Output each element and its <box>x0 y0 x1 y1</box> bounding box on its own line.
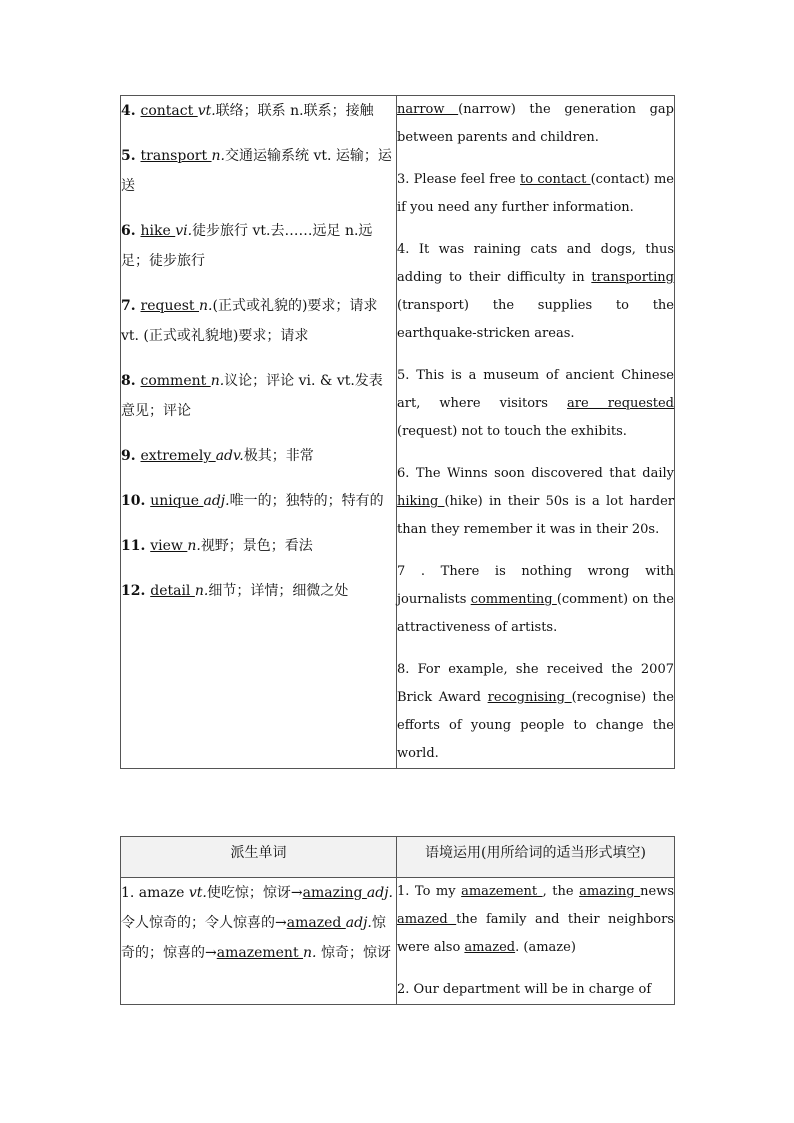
part-of-speech: n. <box>199 298 213 314</box>
vocab-entry <box>121 576 396 606</box>
spacer <box>121 426 396 441</box>
filled-answer: amazing <box>579 884 641 899</box>
sentence-text: , the <box>542 884 580 899</box>
sentence-text: 惊奇；惊讶 <box>316 945 391 961</box>
filled-answer: amazed <box>464 940 516 955</box>
entry-number: 10. <box>121 493 151 509</box>
part-of-speech: vt. <box>188 885 207 901</box>
entry-number: 8. <box>121 373 141 389</box>
answer-word: view <box>150 538 188 554</box>
part-of-speech: adv. <box>215 448 244 464</box>
definition: 视野；景色；看法 <box>200 538 313 554</box>
exercise-list <box>397 96 674 768</box>
spacer <box>397 962 674 976</box>
sentence-text: 2. Our department will be in charge of <box>397 982 652 997</box>
part-of-speech: vt. <box>197 103 216 119</box>
vocabulary-table <box>120 95 675 769</box>
spacer <box>121 351 396 366</box>
part-of-speech: n. <box>187 538 201 554</box>
filled-answer: narrow <box>397 102 459 117</box>
part-of-speech: n. <box>210 373 225 389</box>
definition: 议论；评论 vi. & vt.发表意见；评论 <box>121 373 383 419</box>
entry-number: 12. <box>121 583 151 599</box>
answer-word: unique <box>150 493 204 509</box>
part-of-speech: adj. <box>203 493 230 509</box>
answer-word: contact <box>140 103 198 119</box>
entry-number: 11. <box>121 538 151 554</box>
filled-answer: amazed <box>397 912 457 927</box>
entry-number: 9. <box>121 448 141 464</box>
answer-word: hike <box>140 223 176 239</box>
spacer <box>397 446 674 460</box>
spacer <box>121 471 396 486</box>
spacer <box>121 561 396 576</box>
spacer <box>121 276 396 291</box>
exercise-sentence <box>397 362 674 446</box>
filled-answer: recognising <box>487 690 572 705</box>
sentence-text: 3. Please feel free <box>397 172 521 187</box>
entry-number: 4. <box>121 103 141 119</box>
sentence-text: 8. For example, she received the 2007 Brick Award <box>397 662 674 705</box>
spacer <box>397 152 674 166</box>
spacer <box>397 544 674 558</box>
context-exercise-cell <box>397 878 675 1005</box>
exercise-cell <box>397 96 675 769</box>
sentence-text: (recognise) the efforts of young people to change the world. <box>397 690 674 761</box>
sentence-text: 使吃惊；惊讶→ <box>206 885 303 901</box>
definition: 细节；详情；细微之处 <box>208 583 349 599</box>
filled-answer: to contact <box>520 172 591 187</box>
filled-answer: commenting <box>470 592 557 607</box>
definition: 唯一的；独特的；特有的 <box>229 493 384 509</box>
sentence-text: (request) not to touch the exhibits. <box>397 424 627 439</box>
sentence-text: news <box>640 884 674 899</box>
filled-answer: are requested <box>567 396 675 411</box>
part-of-speech: vi. <box>175 223 193 239</box>
word-list-cell <box>121 96 397 769</box>
vocab-entry <box>121 486 396 516</box>
vocab-entry <box>121 291 396 351</box>
exercise-sentence <box>397 656 674 768</box>
part-of-speech: adj. <box>345 915 372 931</box>
column-header: 语境运用(用所给词的适当形式填空) <box>397 837 675 878</box>
exercise-sentence <box>397 976 674 1004</box>
derivative-list <box>121 878 396 968</box>
sentence-text: 惊奇的；惊喜的→ <box>121 915 386 961</box>
sentence-text: (contact) me if you need any further information. <box>397 172 674 215</box>
filled-answer: hiking <box>397 494 445 509</box>
spacer <box>397 348 674 362</box>
answer-word: extremely <box>140 448 216 464</box>
derivatives-table <box>120 836 675 1005</box>
exercise-sentence <box>397 236 674 348</box>
sentence-text: 令人惊奇的；令人惊喜的→ <box>121 915 287 931</box>
derivative-entry <box>121 878 396 968</box>
table-header-row <box>121 837 675 878</box>
exercise-sentence <box>397 460 674 544</box>
sentence-text: . (amaze) <box>515 940 576 955</box>
definition: 极其；非常 <box>243 448 314 464</box>
sentence-text: 1. amaze <box>121 885 189 901</box>
sentence-text: 5. This is a museum of ancient Chinese art, where visitors <box>397 368 674 411</box>
table-row <box>121 96 675 769</box>
filled-answer: amazement <box>461 884 543 899</box>
sentence-text: 4. It was raining cats and dogs, thus adding to their difficulty in <box>397 242 674 285</box>
filled-answer: amazed <box>286 915 346 931</box>
definition: (正式或礼貌的)要求；请求 vt. (正式或礼貌地)要求；请求 <box>121 298 378 344</box>
spacer <box>397 222 674 236</box>
table-row <box>121 878 675 1005</box>
answer-word: comment <box>140 373 211 389</box>
vocab-entry <box>121 141 396 201</box>
part-of-speech: adj. <box>366 885 393 901</box>
spacer <box>121 201 396 216</box>
spacer <box>397 642 674 656</box>
column-header: 派生单词 <box>121 837 397 878</box>
spacer <box>121 516 396 531</box>
vocab-entry <box>121 366 396 426</box>
filled-answer: transporting <box>591 270 674 285</box>
entry-number: 5. <box>121 148 141 164</box>
sentence-text: (hike) in their 50s is a lot harder than they remember it was in their 20s. <box>397 494 674 537</box>
sentence-text: 1. To my <box>397 884 462 899</box>
filled-answer: amazing <box>302 885 367 901</box>
filled-answer: amazement <box>216 945 304 961</box>
entry-number: 6. <box>121 223 141 239</box>
word-list <box>121 96 396 606</box>
spacer <box>121 126 396 141</box>
definition: 联络；联系 n.联系；接触 <box>215 103 374 119</box>
entry-number: 7. <box>121 298 141 314</box>
sentence-text: 6. The Winns soon discovered that daily <box>397 466 674 481</box>
vocab-entry <box>121 216 396 276</box>
definition: 交通运输系统 vt. 运输；运送 <box>121 148 392 194</box>
answer-word: transport <box>140 148 212 164</box>
vocab-entry <box>121 531 396 561</box>
sentence-text: (narrow) the generation gap between parents and children. <box>397 102 674 145</box>
vocab-entry <box>121 441 396 471</box>
sentence-text: the family and their neighbors were also <box>397 912 674 955</box>
vocab-entry <box>121 96 396 126</box>
part-of-speech: n. <box>194 583 209 599</box>
part-of-speech: n. <box>211 148 225 164</box>
sentence-text: 7 . There is nothing wrong with journalists <box>397 564 674 607</box>
context-exercise-list <box>397 878 674 1004</box>
exercise-sentence <box>397 878 674 962</box>
sentence-text: (transport) the supplies to the earthquake-stricken areas. <box>397 298 674 341</box>
answer-word: detail <box>150 583 195 599</box>
answer-word: request <box>140 298 200 314</box>
exercise-sentence <box>397 558 674 642</box>
derivative-cell <box>121 878 397 1005</box>
definition: 徒步旅行 vt.去……远足 n.远足；徒步旅行 <box>121 223 373 269</box>
part-of-speech: n. <box>303 945 317 961</box>
exercise-sentence <box>397 166 674 222</box>
sentence-text: (comment) on the attractiveness of artists. <box>397 592 674 635</box>
exercise-sentence <box>397 96 674 152</box>
